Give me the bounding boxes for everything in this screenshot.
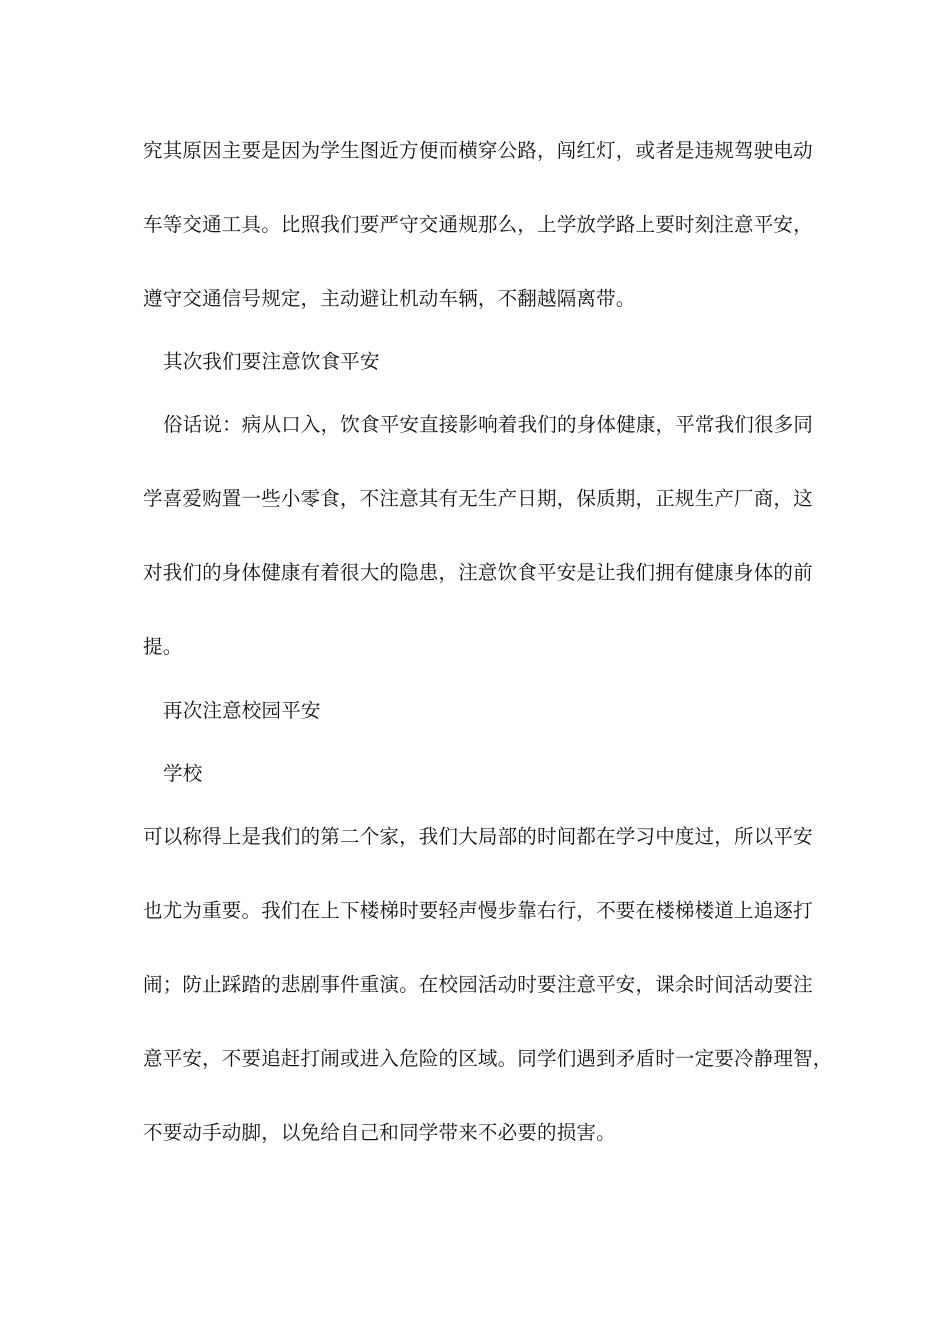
paragraph-text-line: 究其原因主要是因为学生图近方便而横穿公路，闯红灯，或者是违规驾驶电动 (143, 139, 813, 162)
paragraph-text-line: 也尤为重要。我们在上下楼梯时要轻声慢步靠右行，不要在楼梯楼道上追逐打 (143, 899, 813, 922)
paragraph-text-line: 意平安，不要追赶打闹或进入危险的区域。同学们遇到矛盾时一定要冷静理智， (143, 1047, 833, 1070)
paragraph-text-line: 遵守交通信号规定，主动避让机动车辆，不翻越隔离带。 (143, 287, 636, 310)
paragraph-text-line: 俗话说：病从口入，饮食平安直接影响着我们的身体健康，平常我们很多同 (163, 413, 814, 436)
paragraph-text-line: 可以称得上是我们的第二个家，我们大局部的时间都在学习中度过，所以平安 (143, 825, 813, 848)
paragraph-text-line: 车等交通工具。比照我们要严守交通规那么，上学放学路上要时刻注意平安， (143, 213, 813, 236)
paragraph-text-line: 闹；防止踩踏的悲剧事件重演。在校园活动时要注意平安，课余时间活动要注 (143, 973, 813, 996)
section-heading-food-safety: 其次我们要注意饮食平安 (163, 350, 380, 373)
paragraph-text-line: 提。 (143, 635, 183, 658)
section-heading-campus-safety: 再次注意校园平安 (163, 699, 321, 722)
paragraph-text-line: 对我们的身体健康有着很大的隐患，注意饮食平安是让我们拥有健康身体的前 (143, 561, 813, 584)
paragraph-text-line: 学校 (163, 762, 203, 785)
paragraph-text-line: 学喜爱购置一些小零食，不注意其有无生产日期，保质期，正规生产厂商，这 (143, 487, 813, 510)
paragraph-text-line: 不要动手动脚，以免给自己和同学带来不必要的损害。 (143, 1121, 616, 1144)
